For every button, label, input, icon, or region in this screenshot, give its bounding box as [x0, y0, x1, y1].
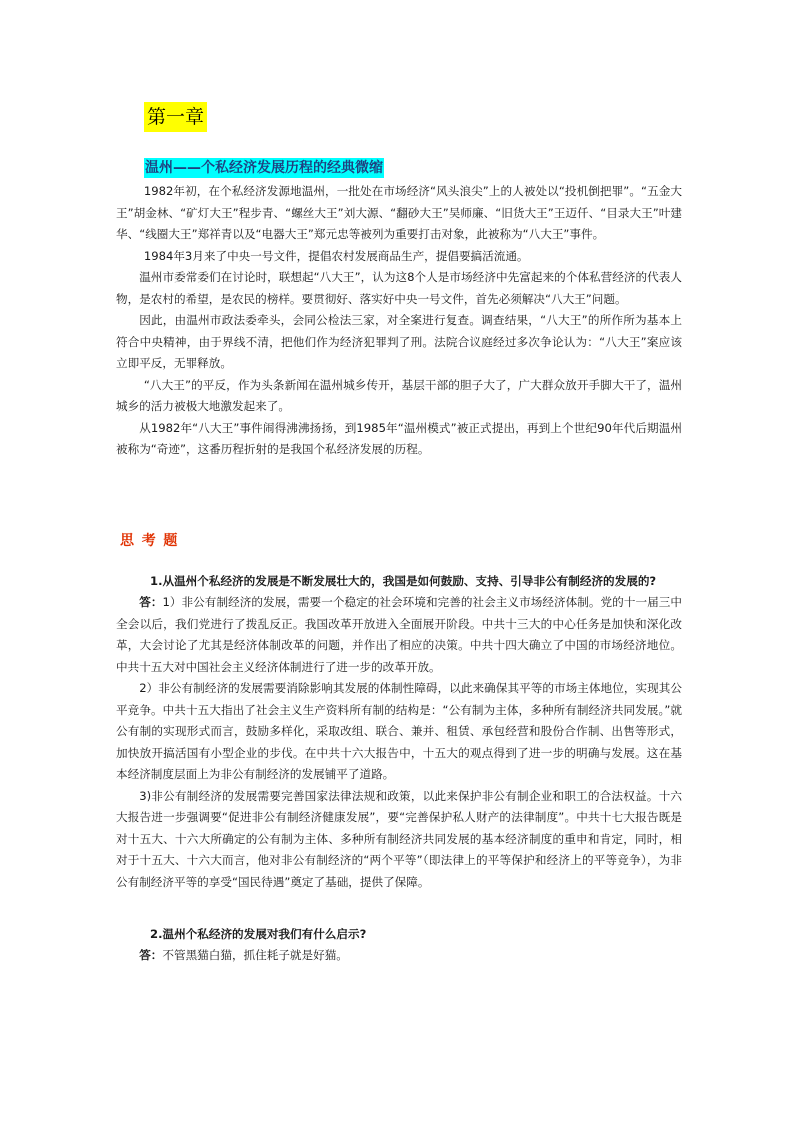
answer-text: 1）非公有制经济的发展，需要一个稳定的社会环境和完善的社会主义市场经济体制。党的十一届三中全会以后，我们党进行了拨乱反正。我国改革开放进入全面展开阶段。中共十三大的中心任务是加快和深化改革，大会讨论了尤其是经济体制改革的问题，并作出了相应的决策。中共十四大确立了中国的市场经济地位。中共十五大对中国社会主义经济体制进行了进一步的改革开放。 [116, 595, 682, 674]
chapter-heading: 第一章 [144, 102, 207, 132]
question-2: 2.温州个私经济的发展对我们有什么启示? [150, 927, 367, 941]
section-title: 温州——个私经济发展历程的经典微缩 [145, 160, 383, 176]
intro-paragraph: 从1982年“八大王”事件闹得沸沸扬扬，到1985年“温州模式”被正式提出，再到上个世纪90年代后期温州被称为“奇迹”，这番历程折射的是我国个私经济发展的历程。 [116, 420, 682, 456]
answer-label: 答： [139, 948, 163, 962]
intro-paragraph: 因此，由温州市政法委牵头，会同公检法三家，对全案进行复查。调查结果，“八大王”的所作所为基本上符合中央精神，由于界线不清，把他们作为经济犯罪判了刑。法院合议庭经过多次争论认为：“八大王”案应该立即平反，无罪释放。 [116, 313, 682, 370]
answer-paragraph: 3)非公有制经济的发展需要完善国家法律法规和政策，以此来保护非公有制企业和职工的合法权益。十六大报告进一步强调要“促进非公有制经济健康发展”，要“完善保护私人财产的法律制度”。中共十七大报告既是对十五大、十六大所确定的公有制为主体、多种所有制经济共同发展的基本经济制度的重申和肯定，同时，相对于十五大、十六大而言，他对非公有制经济的“两个平等”（即法律上的平等保护和经济上的平等竞争），为非公有制经济平等的享受“国民待遇”奠定了基础，提供了保障。 [116, 788, 682, 889]
intro-paragraph: 1982年初，在个私经济发源地温州，一批处在市场经济“风头浪尖”上的人被处以“投机倒把罪”。“五金大王”胡金林、“矿灯大王”程步青、“螺丝大王”刘大源、“翻砂大王”吴师廉、“旧货大王”王迈仟、“目录大王”叶建华、“线圈大王”郑祥青以及“电器大王”郑元忠等被列为重要打击对象，此被称为“八大王”事件。 [116, 184, 682, 241]
intro-text [116, 181, 682, 461]
answer-paragraph: 2）非公有制经济的发展需要消除影响其发展的体制性障碍，以此来确保其平等的市场主体地位，实现其公平竞争。中共十五大指出了社会主义生产资料所有制的结构是：“公有制为主体，多种所有制经济共同发展。”就公有制的实现形式而言，鼓励多样化，采取改组、联合、兼并、租赁、承包经营和股份合作制、出售等形式，加快放开搞活国有小型企业的步伐。在中共十六大报告中，十五大的观点得到了进一步的明确与发展。这在基本经济制度层面上为非公有制经济的发展铺平了道路。 [116, 681, 682, 781]
answer-label: 答： [139, 595, 163, 609]
answer-text: 不管黑猫白猫，抓住耗子就是好猫。 [162, 948, 348, 962]
answer-paragraph [116, 592, 682, 678]
thinking-questions-title: 思考题 [120, 533, 186, 549]
answer-1 [116, 592, 682, 893]
answer-2 [116, 945, 682, 967]
intro-paragraph: 1984年3月来了中央一号文件，提倡农村发展商品生产，提倡要搞活流通。 [143, 248, 529, 263]
intro-paragraph: 温州市委常委们在讨论时，联想起“八大王”，认为这8个人是市场经济中先富起来的个体私营经济的代表人物，是农村的希望，是农民的榜样。要贯彻好、落实好中央一号文件，首先必须解决“八大王”问题。 [116, 270, 682, 306]
intro-paragraph: “八大王”的平反，作为头条新闻在温州城乡传开，基层干部的胆子大了，广大群众放开手脚大干了，温州城乡的活力被极大地激发起来了。 [116, 377, 682, 413]
question-1: 1.从温州个私经济的发展是不断发展壮大的，我国是如何鼓励、支持、引导非公有制经济的发展的? [150, 574, 657, 588]
answer-paragraph [116, 945, 682, 967]
